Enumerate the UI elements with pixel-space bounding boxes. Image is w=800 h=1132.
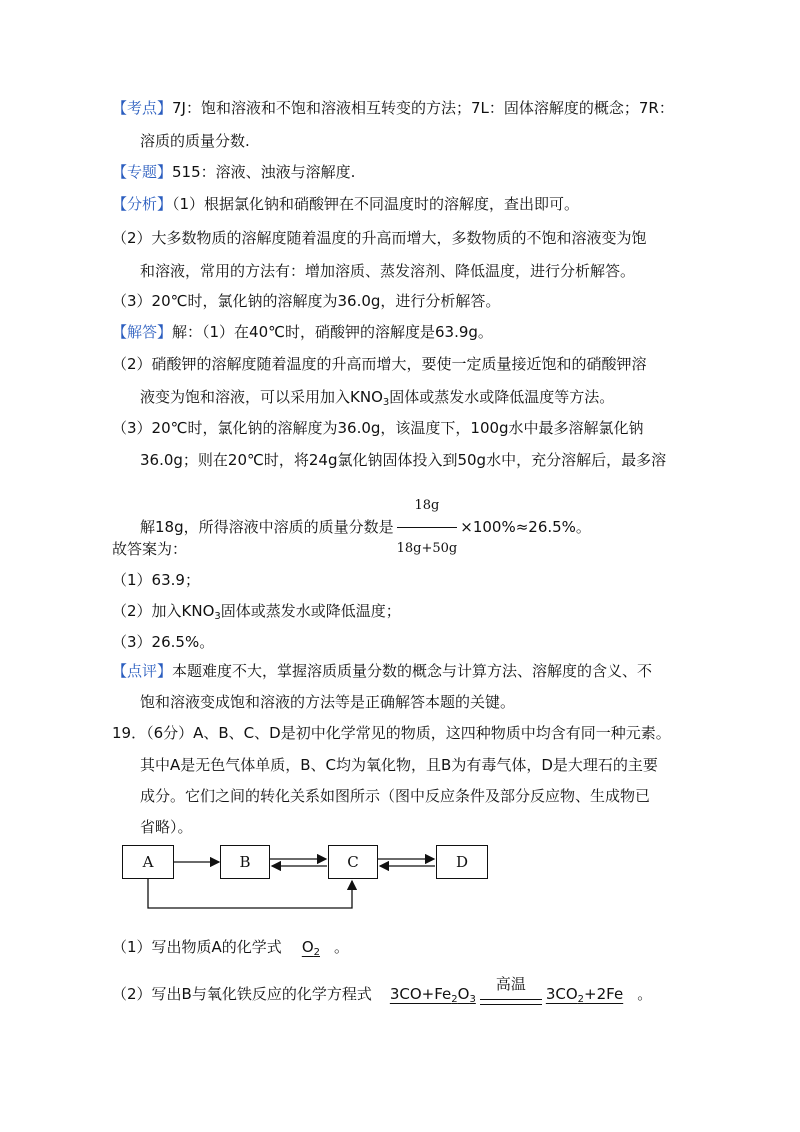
answer-2-pre: （2）加入 [112,602,182,620]
q19-sub-1-end: 。 [334,938,350,956]
answers-heading: 故答案为： [112,540,188,558]
node-d: D [436,845,488,879]
kno3-formula: KNO [350,388,383,406]
eq-rhs-b: +2Fe [584,985,624,1003]
jieda-p3a: （3）20℃时，氯化钠的溶解度为36.0g，该温度下，100g水中最多溶解氯化钠 [112,419,644,437]
reaction-condition [476,975,546,1011]
jieda-p1: 解：（1）在40℃时，硝酸钾的溶解度是63.9g。 [172,323,493,341]
q19-sub-2-end: 。 [637,985,653,1003]
kno3-subscript: 3 [214,611,221,622]
fenxi-tag: 【分析】 [112,195,173,213]
jieda-p3c-post: ×100%≈26.5%。 [460,518,591,536]
jieda-tag: 【解答】 [112,323,173,341]
o2-subscript: 2 [313,947,320,958]
condition-high-temp: 高温 [495,975,526,993]
q19-line-2: 其中A是无色气体单质，B、C均为氧化物，且B为有毒气体，D是大理石的主要 [140,756,658,774]
kno3-formula: KNO [181,602,215,620]
q19-line-4: 省略）。 [140,818,193,836]
eq-lhs-b: O [457,985,470,1003]
answer-3: （3）26.5%。 [112,633,215,651]
equation-products [546,985,637,1003]
eq-lhs-sub1: 2 [451,994,458,1005]
eq-lhs-a: 3CO+Fe [389,985,452,1003]
jieda-p2b-post: 固体或蒸发水或降低温度等方法。 [389,388,615,406]
node-c: C [328,845,378,879]
dianping-line-2: 饱和溶液变成饱和溶液的方法等是正确解答本题的关键。 [140,693,516,711]
q19-line-3: 成分。它们之间的转化关系如图所示（图中反应条件及部分反应物、生成物已 [140,787,651,805]
eq-lhs-sub2: 3 [469,994,476,1005]
fenxi-p3: （3）20℃时，氯化钠的溶解度为36.0g，进行分析解答。 [112,292,501,310]
eq-rhs-a: 3CO [545,985,578,1003]
jieda-p2a: （2）硝酸钾的溶解度随着温度的升高而增大，要使一定质量接近饱和的硝酸钾溶 [112,355,647,373]
eq-rhs-sub: 2 [577,994,585,1005]
answer-1: （1）63.9； [112,571,200,589]
dianping-tag: 【点评】 [112,662,173,680]
answer-o2 [282,938,334,956]
node-a: A [122,845,174,879]
dianping-text: 本题难度不大，掌握溶质质量分数的概念与计算方法、溶解度的含义、不 [172,662,653,680]
kno3-subscript: 3 [382,397,390,408]
equation-answer [372,985,476,1003]
zhuanti-text: 515：溶液、浊液与溶解度. [172,163,356,181]
kaodian-text: 7J：饱和溶液和不饱和溶液相互转变的方法；7L：固体溶解度的概念；7R： [172,99,674,117]
jieda-p2b-pre: 液变为饱和溶液，可以采用加入 [140,388,351,406]
jieda-p3c-pre: 解18g，所得溶液中溶质的质量分数是 [140,518,394,536]
kaodian-tag: 【考点】 [112,99,173,117]
q19-sub-1-prompt: （1）写出物质A的化学式 [112,938,282,956]
q19-sub-1 [112,936,349,964]
fraction-numerator: 18g [397,486,458,528]
equals-sign [480,999,542,1005]
o2-symbol: O [301,938,314,956]
q19-sub-2-prompt: （2）写出B与氧化铁反应的化学方程式 [112,985,372,1003]
fenxi-p1: （1）根据氯化钠和硝酸钾在不同温度时的溶解度，查出即可。 [172,195,580,213]
node-b: B [220,845,270,879]
fenxi-p2b: 和溶液，常用的方法有：增加溶质、蒸发溶剂、降低温度，进行分析解答。 [140,262,636,280]
q19-sub-2 [112,975,653,1011]
arrow-a-to-c [148,879,352,908]
answer-2-post: 固体或蒸发水或降低温度； [220,602,401,620]
fraction-denominator: 18g+50g [396,541,458,556]
fenxi-p2a: （2）大多数物质的溶解度随着温度的升高而增大，多数物质的不饱和溶液变为饱 [112,229,647,247]
zhuanti-tag: 【专题】 [112,163,173,181]
q19-line-1: 19．（6分）A、B、C、D是初中化学常见的物质，这四种物质中均含有同一种元素。 [112,724,671,742]
jieda-p3b: 36.0g；则在20℃时，将24g氯化钠固体投入到50g水中，充分溶解后，最多溶 [140,451,667,469]
kaodian-line-2: 溶质的质量分数. [140,132,250,150]
